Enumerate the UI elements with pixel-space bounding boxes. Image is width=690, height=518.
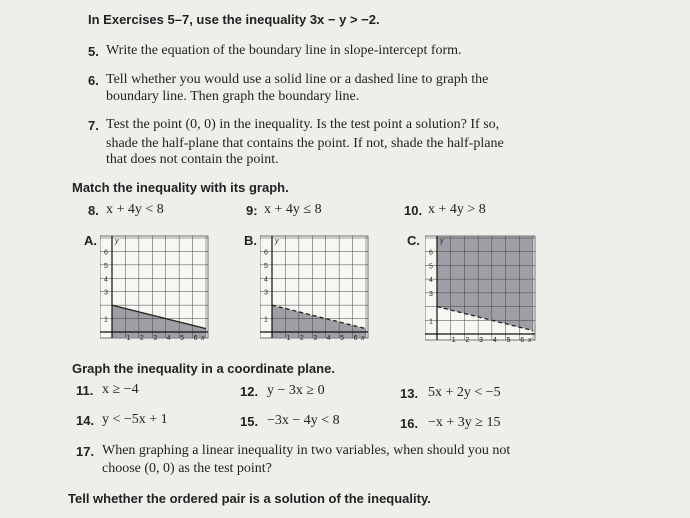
graph-b-x-tick-label: 2 (299, 335, 304, 340)
graph-a-x-tick-label: 2 (139, 335, 144, 340)
graph-a-x-tick-label: 4 (166, 335, 171, 340)
graph-b-y-axis-label: y (275, 238, 279, 245)
ex-11-number: 11. (76, 383, 94, 398)
graph-b-x-tick-label: 3 (313, 335, 318, 340)
graph-c-y-tick-label: 4 (429, 277, 433, 285)
graph-a-y-axis-label: y (115, 238, 119, 245)
match-8-number: 8. (88, 203, 99, 218)
match-9-text: x + 4y ≤ 8 (264, 202, 322, 217)
ex-16-number: 16. (400, 416, 419, 431)
graph-a (100, 234, 210, 340)
graph-a-y-tick-label: 6 (104, 249, 108, 257)
q17-number: 17. (76, 444, 95, 459)
graph-c-y-tick-label: 3 (429, 290, 433, 298)
graph-b-y-tick-label: 3 (264, 289, 268, 297)
graph-c-x-tick-label: 2 (465, 337, 470, 342)
graph-c-y-tick-label: 1 (429, 318, 433, 326)
graph-a-x-tick-label: 1 (126, 335, 131, 340)
graph-a-x-tick-label: 3 (153, 335, 158, 340)
match-9-number: 9: (246, 203, 258, 218)
graph-b-y-tick-label: 5 (264, 262, 268, 270)
q17-line-1: When graphing a linear inequality in two variables, when should you not (102, 443, 511, 458)
graph-c-y-axis-label: y (440, 238, 444, 245)
graph-a-x-axis-label: x (201, 335, 205, 340)
graph-a-x-tick-label: 5 (180, 335, 185, 340)
graph-c-x-axis-label: x (528, 337, 532, 342)
graph-b-x-tick-label: 5 (340, 335, 345, 340)
graph-a-y-tick-label: 4 (104, 276, 108, 284)
graph-c-y-tick-label: 6 (429, 249, 433, 257)
graph-b-x-tick-label: 4 (326, 335, 331, 340)
graph-b-x-tick-label: 1 (286, 335, 291, 340)
graph-c-y-tick-label: 5 (429, 263, 433, 271)
ex-12-number: 12. (240, 384, 259, 399)
graph-c-x-tick-label: 1 (451, 337, 456, 342)
exercise-6-line-1: Tell whether you would use a solid line or a dashed line to graph the (106, 72, 489, 87)
graph-a-x-tick-label: 6 (193, 335, 198, 340)
graph-section-heading: Graph the inequality in a coordinate plane. (72, 361, 335, 376)
exercise-7-line-1: Test the point (0, 0) in the inequality. Is the test point a solution? If so, (106, 117, 500, 132)
graph-c-label: C. (407, 233, 420, 248)
ex-11-text: x ≥ −4 (102, 382, 139, 397)
graph-b-x-axis-label: x (361, 335, 365, 340)
graph-a-y-tick-label: 1 (104, 316, 108, 324)
exercises-5-7-heading: In Exercises 5–7, use the inequality 3x − y > −2. (88, 12, 380, 27)
ex-14-text: y < −5x + 1 (102, 412, 168, 427)
ex-13-text: 5x + 2y < −5 (428, 385, 501, 400)
ex-16-text: −x + 3y ≥ 15 (428, 415, 501, 430)
graph-c-x-tick-label: 3 (479, 337, 484, 342)
ex-12-text: y − 3x ≥ 0 (267, 383, 325, 398)
graph-c-x-tick-label: 6 (520, 337, 525, 342)
graph-b-y-tick-label: 6 (264, 249, 268, 257)
graph-c-x-tick-label: 4 (492, 337, 497, 342)
ordered-pair-heading: Tell whether the ordered pair is a solution of the inequality. (68, 491, 431, 506)
ex-15-text: −3x − 4y < 8 (267, 413, 340, 428)
exercise-6-line-2: boundary line. Then graph the boundary line. (106, 89, 360, 104)
graph-b-label: B. (244, 233, 257, 248)
match-10-number: 10. (404, 203, 423, 218)
graph-a-y-tick-label: 3 (104, 289, 108, 297)
graph-b-x-tick-label: 6 (353, 335, 358, 340)
q17-line-2: choose (0, 0) as the test point? (102, 461, 272, 476)
ex-14-number: 14. (76, 413, 95, 428)
graph-a-y-tick-label: 5 (104, 262, 108, 270)
graph-c (425, 234, 537, 342)
exercise-7-line-3: that does not contain the point. (106, 152, 279, 167)
graph-a-label: A. (84, 233, 97, 248)
graph-b-y-tick-label: 1 (264, 316, 268, 324)
graph-b (260, 234, 370, 340)
exercise-7-line-2: shade the half-plane that contains the point. If not, shade the half-plane (106, 136, 504, 151)
match-10-text: x + 4y > 8 (428, 202, 486, 217)
exercise-6-number: 6. (88, 73, 99, 88)
exercise-5-text: Write the equation of the boundary line in slope-intercept form. (106, 43, 462, 58)
graph-c-x-tick-label: 5 (506, 337, 511, 342)
exercise-7-number: 7. (88, 118, 99, 133)
match-8-text: x + 4y < 8 (106, 202, 164, 217)
exercise-5-number: 5. (88, 44, 99, 59)
match-heading: Match the inequality with its graph. (72, 180, 289, 195)
ex-13-number: 13. (400, 386, 419, 401)
ex-15-number: 15. (240, 414, 259, 429)
graph-b-y-tick-label: 4 (264, 276, 268, 284)
